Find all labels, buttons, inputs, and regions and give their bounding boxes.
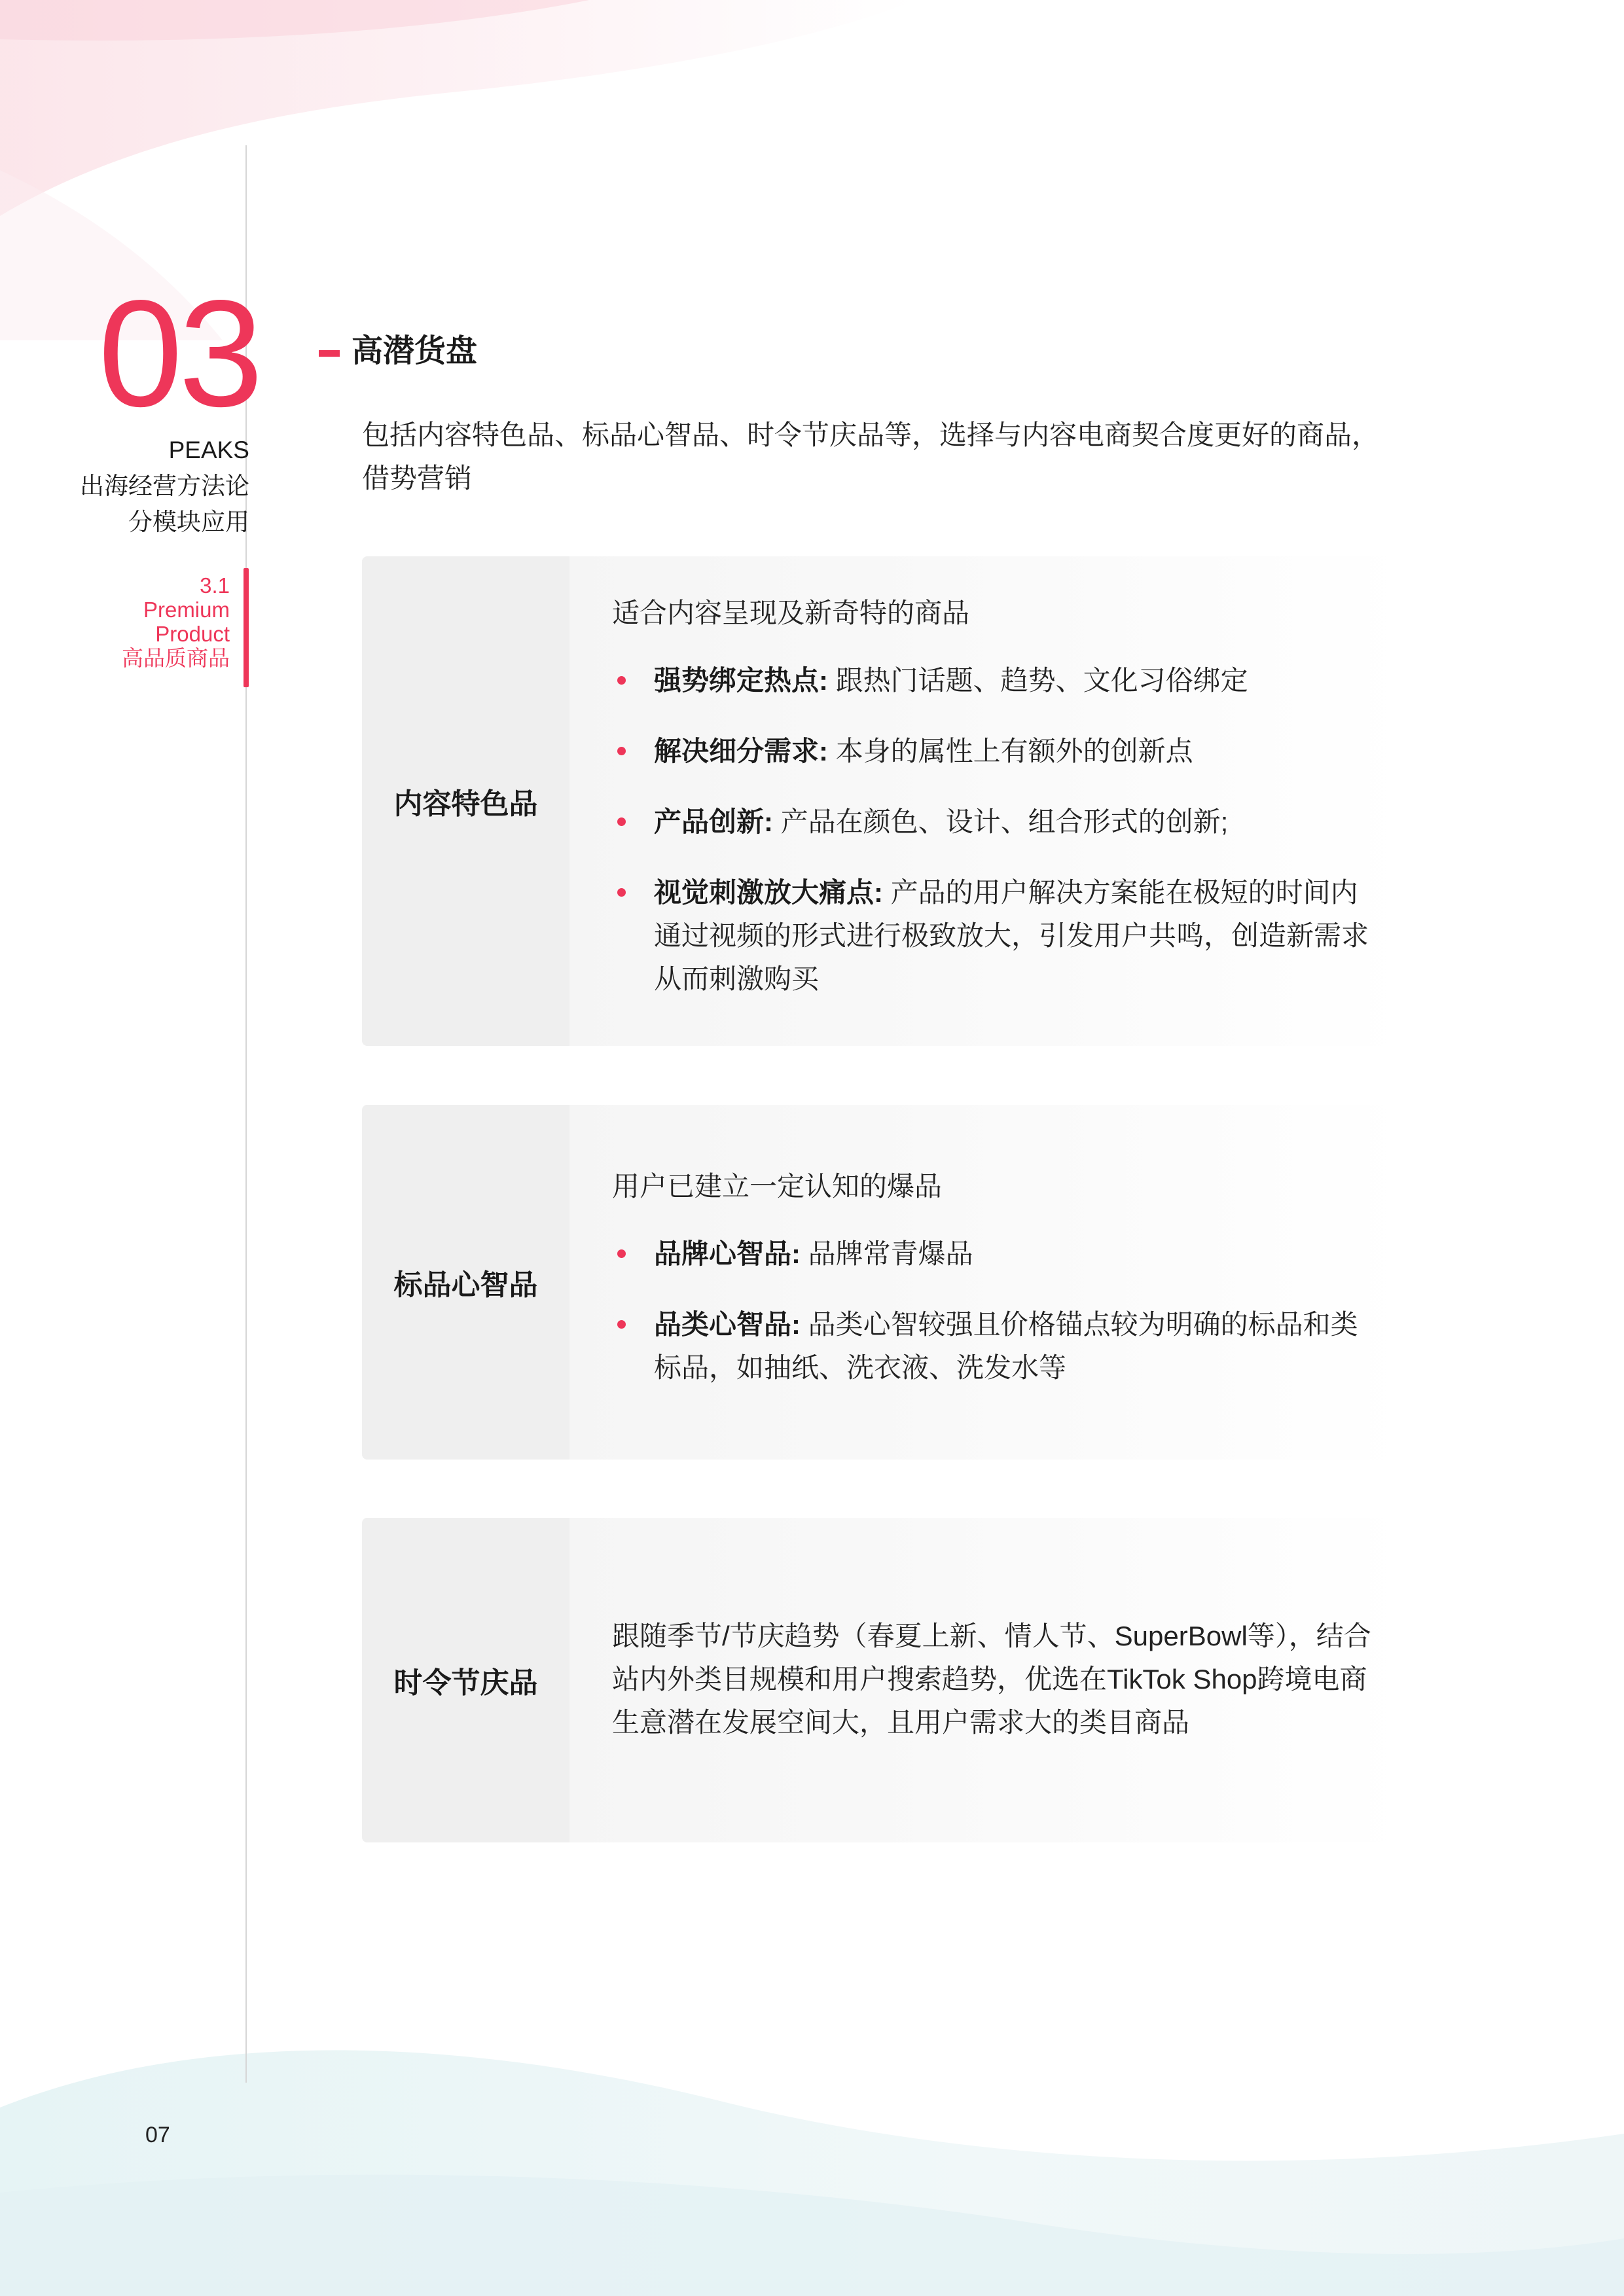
card-content [612, 1165, 1384, 1390]
list-item [612, 1303, 1384, 1390]
bullet-term: 品牌心智品: [654, 1238, 801, 1269]
sub-nav-active-indicator [244, 568, 249, 687]
bullet-dot-icon [617, 747, 626, 755]
chapter-title-line: 分模块应用 [128, 509, 249, 535]
card-lead: 跟随季节/节庆趋势（春夏上新、情人节、SuperBowl等），结合站内外类目规模和用户搜索趋势，优选在TikTok Shop跨境电商生意潜在发展空间大，且用户需求大的类目商品 [612, 1621, 1371, 1738]
chapter-title-line: PEAKS [168, 437, 249, 463]
chapter-title [80, 432, 249, 540]
bullet-term: 视觉刺激放大痛点: [654, 877, 883, 908]
bullet-text: 跟热门话题、趋势、文化习俗绑定 [828, 665, 1248, 696]
chapter-number: 03 [98, 269, 260, 439]
sub-nav-line: 3.1 [200, 573, 230, 598]
list-item [612, 800, 1384, 844]
page-number: 07 [145, 2123, 170, 2147]
section-intro: 包括内容特色品、标品心智品、时令节庆品等，选择与内容电商契合度更好的商品，借势营销 [362, 420, 1380, 493]
card-label: 内容特色品 [362, 556, 569, 1046]
bullet-dot-icon [617, 1249, 626, 1258]
bottom-wave-decoration [0, 1977, 1624, 2296]
list-item [612, 730, 1384, 773]
sub-nav-line: Premium [143, 598, 230, 622]
chapter-title-line: 出海经营方法论 [80, 473, 249, 499]
card-lead: 用户已建立一定认知的爆品 [612, 1171, 943, 1202]
card-lead: 适合内容呈现及新奇特的商品 [612, 598, 970, 628]
card-standard-mindshare [362, 1105, 1406, 1460]
card-content [612, 592, 1384, 1001]
bullet-term: 产品创新: [654, 806, 773, 837]
list-item [612, 1232, 1384, 1276]
bullet-term: 强势绑定热点: [654, 665, 828, 696]
bullet-text: 品类心智较强且价格锚点较为明确的标品和类标品，如抽纸、洗衣液、洗发水等 [654, 1309, 1358, 1383]
bullet-text: 产品的用户解决方案能在极短的时间内通过视频的形式进行极致放大，引发用户共鸣，创造新需求从而刺激购买 [654, 877, 1369, 994]
section-title-dash [319, 350, 340, 357]
bullet-term: 品类心智品: [654, 1309, 801, 1340]
sub-nav-line: Product [155, 622, 230, 646]
bullet-dot-icon [617, 888, 626, 897]
card-content [612, 1615, 1384, 1744]
bullet-text: 产品在颜色、设计、组合形式的创新; [773, 806, 1229, 837]
sub-section-nav [122, 573, 230, 670]
card-content-feature [362, 556, 1406, 1046]
card-label: 时令节庆品 [362, 1518, 569, 1842]
bullet-dot-icon [617, 1320, 626, 1329]
bullet-text: 品牌常青爆品 [801, 1238, 973, 1269]
card-seasonal [362, 1518, 1406, 1842]
bullet-dot-icon [617, 676, 626, 685]
sub-nav-line: 高品质商品 [122, 646, 230, 670]
bullet-term: 解决细分需求: [654, 736, 828, 766]
list-item [612, 659, 1384, 702]
card-label: 标品心智品 [362, 1105, 569, 1460]
bullet-text: 本身的属性上有额外的创新点 [828, 736, 1193, 766]
section-title: 高潜货盘 [352, 334, 478, 368]
list-item [612, 871, 1384, 1001]
bullet-dot-icon [617, 817, 626, 826]
